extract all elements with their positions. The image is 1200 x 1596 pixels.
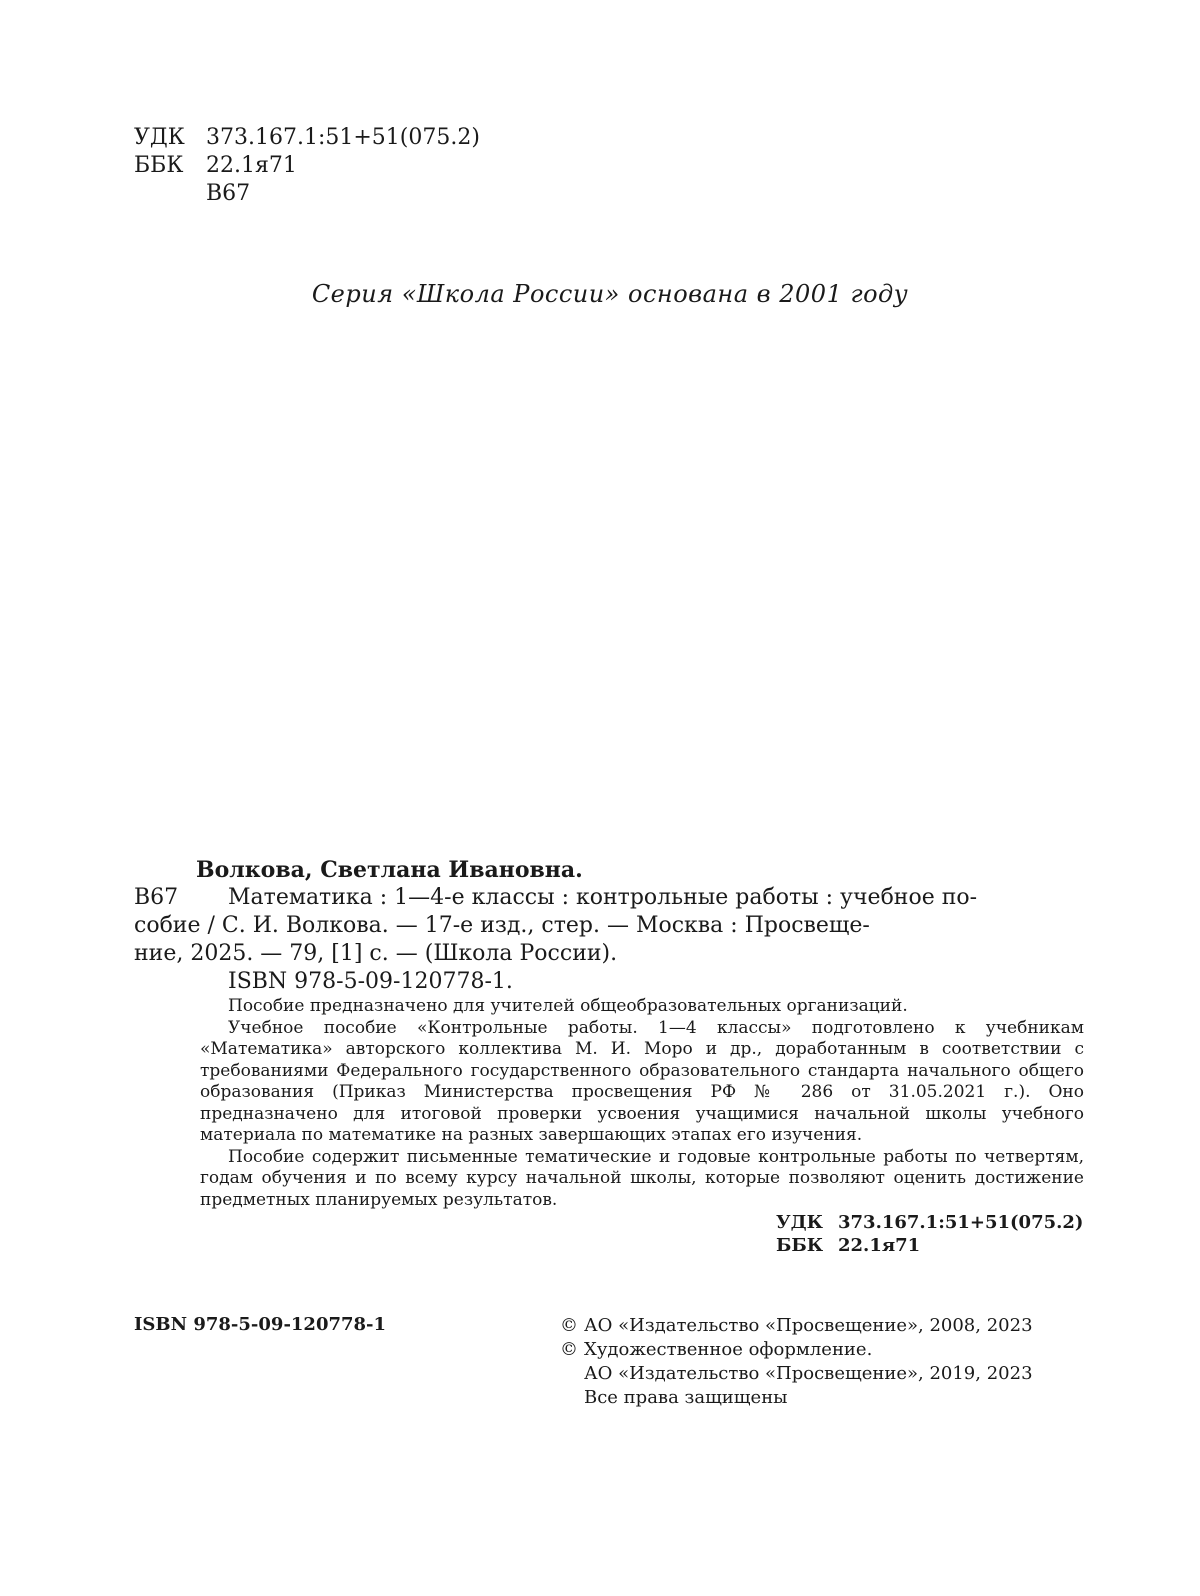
annotation-paragraph-2: Учебное пособие «Контрольные работы. 1—4 классы» подготовлено к учебникам «Математика» авторского коллектива М. И. Моро и др., доработанным в соответствии с требованиями Федерального государственного образовательного стандарта начального общего образования (Приказ Министерства просвещения РФ № 286 от 31.05.2021 г.). Оно предназначено для итоговой проверки усвоения учащимися начальной школы учебного материала по математике на разных завершающих этапах его изучения. xyxy=(200,1017,1084,1145)
bbk-label: ББК xyxy=(134,153,184,178)
annotation-paragraph-1: Пособие предназначено для учителей общеобразовательных организаций. xyxy=(228,996,908,1016)
annotation-paragraph-3: Пособие содержит письменные тематические и годовые контрольные работы по четвертям, годам обучения и по всему курсу начальной школы, которые позволяют оценить достижение предметных планируемых результатов. xyxy=(200,1146,1084,1210)
bbk-row xyxy=(134,152,480,180)
copyright-icon-2: © xyxy=(560,1339,578,1360)
copyright-line-1 xyxy=(560,1314,1033,1338)
title-line-1: Математика : 1—4-е классы : контрольные работы : учебное по- xyxy=(228,885,978,910)
record-udk-value: 373.167.1:51+51(075.2) xyxy=(838,1212,1084,1233)
copyright-line-2 xyxy=(560,1338,1033,1362)
record-bbk-value: 22.1я71 xyxy=(838,1235,921,1256)
rights-reserved: Все права защищены xyxy=(584,1387,788,1408)
footer-isbn: ISBN 978-5-09-120778-1 xyxy=(134,1314,387,1335)
record-bbk-label: ББК xyxy=(776,1235,824,1256)
title-block xyxy=(134,884,1084,968)
copyright-icon: © xyxy=(560,1315,578,1336)
bibliographic-record xyxy=(134,856,1084,1257)
udk-label: УДК xyxy=(134,125,185,150)
copyright-text-3: АО «Издательство «Просвещение», 2019, 2023 xyxy=(584,1363,1033,1384)
annotation xyxy=(200,996,1084,1211)
isbn-record: ISBN 978-5-09-120778-1. xyxy=(228,969,513,994)
author-sign-code: В67 xyxy=(134,885,179,910)
author-sign: В67 xyxy=(206,181,251,206)
record-udk-row xyxy=(776,1211,1084,1234)
udk-row xyxy=(134,124,480,152)
udk-value: 373.167.1:51+51(075.2) xyxy=(206,125,480,150)
title-line-3: ние, 2025. — 79, [1] с. — (Школа России). xyxy=(134,941,618,966)
title-line-2: собие / С. И. Волкова. — 17-е изд., стер. — Москва : Просвеще- xyxy=(134,913,870,938)
author-name: Волкова, Светлана Ивановна. xyxy=(196,857,583,883)
header-classification-codes xyxy=(134,124,480,208)
copyright-block xyxy=(560,1314,1033,1410)
copyright-text-2: Художественное оформление. xyxy=(584,1339,873,1360)
record-bbk-row xyxy=(776,1234,1084,1257)
bbk-value: 22.1я71 xyxy=(206,153,297,178)
series-line: Серия «Школа России» основана в 2001 году xyxy=(311,280,909,308)
record-udk-label: УДК xyxy=(776,1212,823,1233)
record-classification-codes xyxy=(776,1211,1084,1257)
copyright-text-1: АО «Издательство «Просвещение», 2008, 2023 xyxy=(584,1315,1033,1336)
